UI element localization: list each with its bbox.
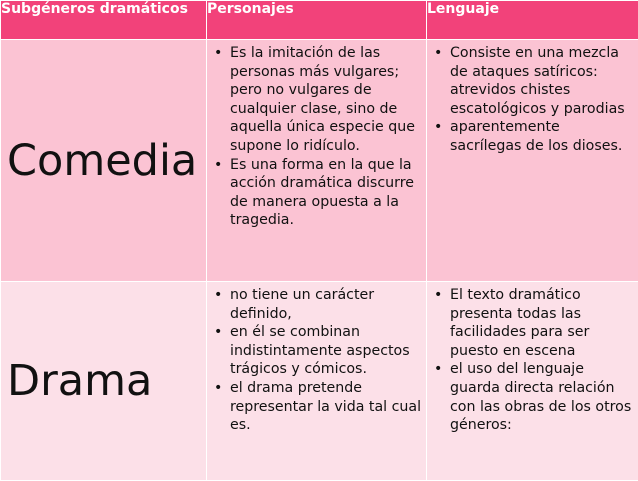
list-item: • Es una forma en la que la acción dramática discurre de manera opuesta a la tragedia. bbox=[211, 156, 422, 230]
list-item: • aparentemente sacrílegas de los dioses. bbox=[431, 118, 634, 155]
personajes-cell bbox=[207, 282, 427, 481]
genre-name-drama: Drama bbox=[1, 282, 207, 481]
list-item: • El texto dramático presenta todas las facilidades para ser puesto en escena bbox=[431, 286, 634, 360]
personajes-list bbox=[207, 40, 426, 230]
list-item: • Consiste en una mezcla de ataques satíricos: atrevidos chistes escatológicos y parodias bbox=[431, 44, 634, 118]
header-lenguaje: Lenguaje bbox=[427, 1, 638, 40]
lenguaje-list bbox=[427, 282, 638, 435]
genre-name-comedia: Comedia bbox=[1, 40, 207, 282]
lenguaje-cell bbox=[427, 282, 638, 481]
header-row bbox=[1, 1, 638, 40]
table-row bbox=[1, 40, 638, 282]
list-item: • Es la imitación de las personas más vulgares; pero no vulgares de cualquier clase, sino de aquella única especie que supone lo ridículo. bbox=[211, 44, 422, 156]
personajes-list bbox=[207, 282, 426, 435]
list-item: • no tiene un carácter definido, bbox=[211, 286, 422, 323]
lenguaje-list bbox=[427, 40, 638, 156]
header-personajes: Personajes bbox=[207, 1, 427, 40]
header-subgeneros: Subgéneros dramáticos bbox=[1, 1, 207, 40]
lenguaje-cell bbox=[427, 40, 638, 282]
personajes-cell bbox=[207, 40, 427, 282]
list-item: • el drama pretende representar la vida tal cual es. bbox=[211, 379, 422, 435]
list-item: • el uso del lenguaje guarda directa relación con las obras de los otros géneros: bbox=[431, 360, 634, 434]
table-row bbox=[1, 282, 638, 481]
list-item: • en él se combinan indistintamente aspectos trágicos y cómicos. bbox=[211, 323, 422, 379]
